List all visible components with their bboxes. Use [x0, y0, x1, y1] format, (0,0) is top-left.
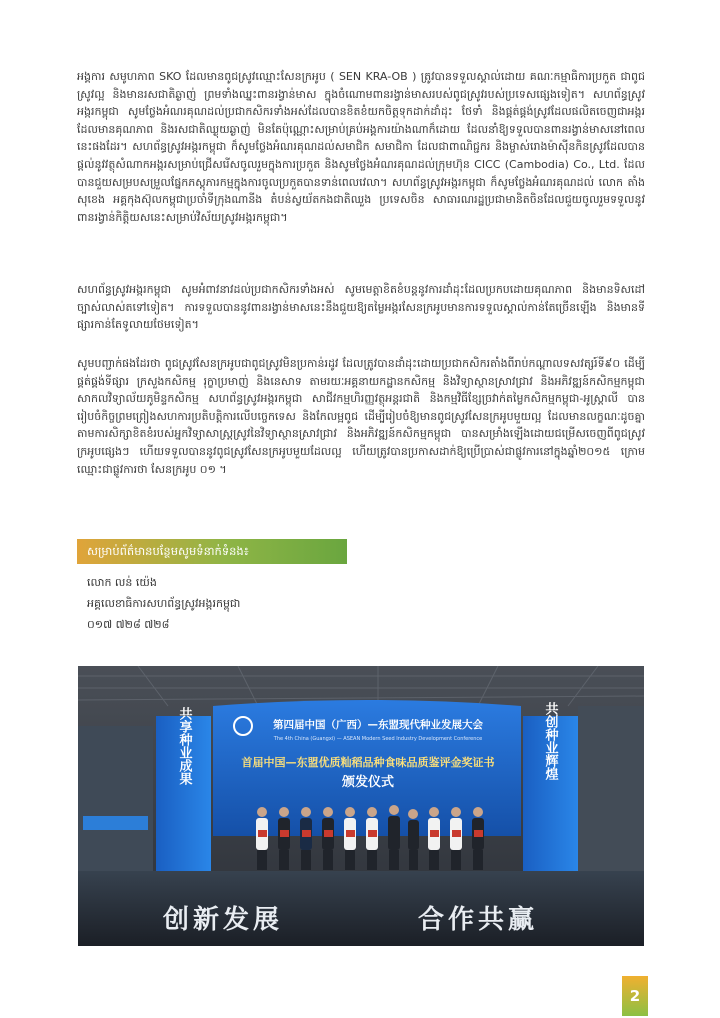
- left-wall: [78, 726, 153, 876]
- contact-title: អគ្គលេខាធិការសហព័ន្ធស្រូវអង្ករកម្ពុជា: [87, 597, 241, 610]
- ceremony-photo-illustration: [78, 666, 644, 946]
- right-banner-text: 共创种业辉煌: [542, 702, 558, 780]
- backdrop-slogan-right: 合作共赢: [417, 905, 539, 935]
- right-wall: [578, 706, 644, 876]
- contact-banner: សម្រាប់ព័ត៌មានបន្ថែមសូមទំនាក់ទំនង៖: [77, 539, 347, 564]
- award-ceremony-photo: [78, 666, 644, 946]
- left-sign: [83, 816, 148, 830]
- screen-line-3: 首届中国—东盟优质籼稻品种食味品质鉴评金奖证书: [241, 756, 495, 769]
- body-paragraph-3: សូមបញ្ជាក់ផងដែរថា ពូជស្រូវសែនក្រអូបជាពូជស្រូវមិនប្រកាន់រដូវ ដែលត្រូវបានដាំដុះដោយប្រជាកសិករតាំងពីរាប់កណ្តាលទសវត្សរ៍ទី៩០ ដើម្បីផ្គត់ផ្គង់ទីផ្សារ ក្រសួងកសិកម្ម រុក្ខាប្រមាញ់ និងនេសាទ តាមរយៈអគ្គនាយកដ្ឋានកសិកម្ម និងវិទ្យាស្ថានស្រាវជ្រាវ និងអភិវឌ្ឍន៍កសិកម្មកម្ពុជា សាកលវិទ្យាល័យភូមិន្ទកសិកម្ម សហព័ន្ធស្រូវអង្ករកម្ពុជា សាជីវកម្មហិរញ្ញវត្ថុអន្តរជាតិ និងកម្មវិធីខ្សែច្រវាក់តម្លៃកសិកម្មកម្ពុជា-អូស្ត្រាលី បានរៀបចំកិច្ចព្រមព្រៀងសហការប្រតិបត្តិការលើបច្ចេកទេស និងកែលម្អពូជ ដើម្បីរៀបចំឱ្យមានពូជស្រូវសែនក្រអូបមួយល្អ ដែលមានលក្ខណៈដូចគ្នាតាមការសិក្សាខិតខំរបស់អ្នកវិទ្យាសាស្ត្រស្រូវនៃវិទ្យាស្ថានស្រាវជ្រាវ និងអភិវឌ្ឍន៍កសិកម្មកម្ពុជា បានសម្រាំងឡើងដោយជម្រើសចេញពីពូជស្រូវក្រអូបផ្សេងៗ ហើយទទួលបាននូវពូជស្រូវសែនក្រអូបមួយដែលល្អ ហើយត្រូវបានប្រកាសដាក់ឱ្យប្រើប្រាស់ជាផ្លូវការនៅក្នុងឆ្នាំ២០១៥ ក្រោមឈ្មោះជាផ្លូវការថា សែនក្រអូប ០១ ។: [77, 357, 645, 476]
- body-paragraph-1: អង្គការ សមូហភាព SKO ដែលមានពូជស្រូវឈ្មោះសែនក្រអូប ( SEN KRA-OB ) ត្រូវបានទទួលស្គាល់ដោយ គណៈកម្មាធិការប្រកួត ជាពូជស្រូវល្អ និងមានរសជាតិឆ្ងាញ់ ព្រមទាំងឈ្នះពានរង្វាន់មាស ក្នុងចំណោមពានរង្វាន់មាសរបស់ពូជស្រូវរបស់ប្រទេសផ្សេងទៀត។ សហព័ន្ធស្រូវអង្ករកម្ពុជា សូមថ្លែងអំណរគុណដល់ប្រជាកសិករទាំងអស់ដែលបានខិតខំយកចិត្តទុកដាក់ដាំដុះ ថែទាំ និងផ្គត់ផ្គង់ស្រូវដែលផលិតចេញជាអង្ករដែលមានគុណភាព និងរសជាតិឈ្ងុយឆ្ងាញ់ មិនតែប៉ុណ្ណោះសម្រាប់គ្រប់អង្គការយ៉ាងណាក៏ដោយ ដែលនាំឱ្យទទួលបានពានរង្វាន់មាសនៅពេលនេះផងដែរ។ សហព័ន្ធស្រូវអង្ករកម្ពុជា ក៏សូមថ្លែងអំណរគុណដល់សមាជិក សមាជិកា ដែលជាពាណិជ្ជករ និងម្ចាស់រោងម៉ាស៊ីនកិនស្រូវដែលបានផ្តល់នូវវត្ថុសំណាកអង្ករសម្រាប់ជ្រើសរើសចូលរួមក្នុងការប្រកួត និងសូមថ្លែងអំណរគុណដល់ក្រុមហ៊ុន CICC (Cambodia) Co., Ltd. ដែលបានជួយសម្របសម្រួលផ្នែកភស្តុភារកម្មក្នុងការចូលប្រកួតបានទាន់ពេលវេលា។ សហព័ន្ធស្រូវអង្ករកម្ពុជា ក៏សូមថ្លែងអំណរគុណដល់ លោក តាំង សុខេង អគ្គកុងស៊ុលកម្ពុជាប្រចាំទីក្រុងណានីង តំបន់ស្វយ័តកងជាតិឈួង ប្រទេសចិន សាធារណរដ្ឋប្រជាមានិតចិនដែលជួយចូលរួមទទួលនូវពានរង្វាន់កិត្តិយសនេះសម្រាប់វិស័យស្រូវអង្ករកម្ពុជា។: [77, 70, 645, 224]
- contact-name: លោក លន់ យ៉េង: [87, 576, 157, 589]
- screen-line-4: 颁发仪式: [341, 775, 395, 790]
- screen-line-2: The 4th China (Guangxi) — ASEAN Modern Seed Industry Development Conference: [273, 736, 483, 742]
- page-number: 2: [622, 976, 648, 1016]
- contact-phone: ០១៧ ៧២៨ ៧២៨: [87, 618, 170, 631]
- body-paragraph-2: សហព័ន្ធស្រូវអង្ករកម្ពុជា សូមអំពាវនាវដល់ប្រជាកសិករទាំងអស់ សូមមេត្តាខិតខំបន្តនូវការដាំដុះដែលប្រកបដោយគុណភាព និងមានទិសដៅច្បាស់លាស់តទៅទៀត។ ការទទួលបាននូវពានរង្វាន់មាសនេះនឹងជួយឱ្យតម្លៃអង្ករសែនក្រអូបមានការទទួលស្គាល់កាន់តែច្រើនឡើង និងមានទីផ្សារកាន់តែទូលាយថែមទៀត។: [77, 283, 645, 332]
- backdrop-slogan-left: 创新发展: [162, 905, 284, 935]
- left-banner-text: 共享种业成果: [176, 707, 192, 785]
- screen-line-1: 第四届中国（广西）—东盟现代种业发展大会: [273, 719, 483, 731]
